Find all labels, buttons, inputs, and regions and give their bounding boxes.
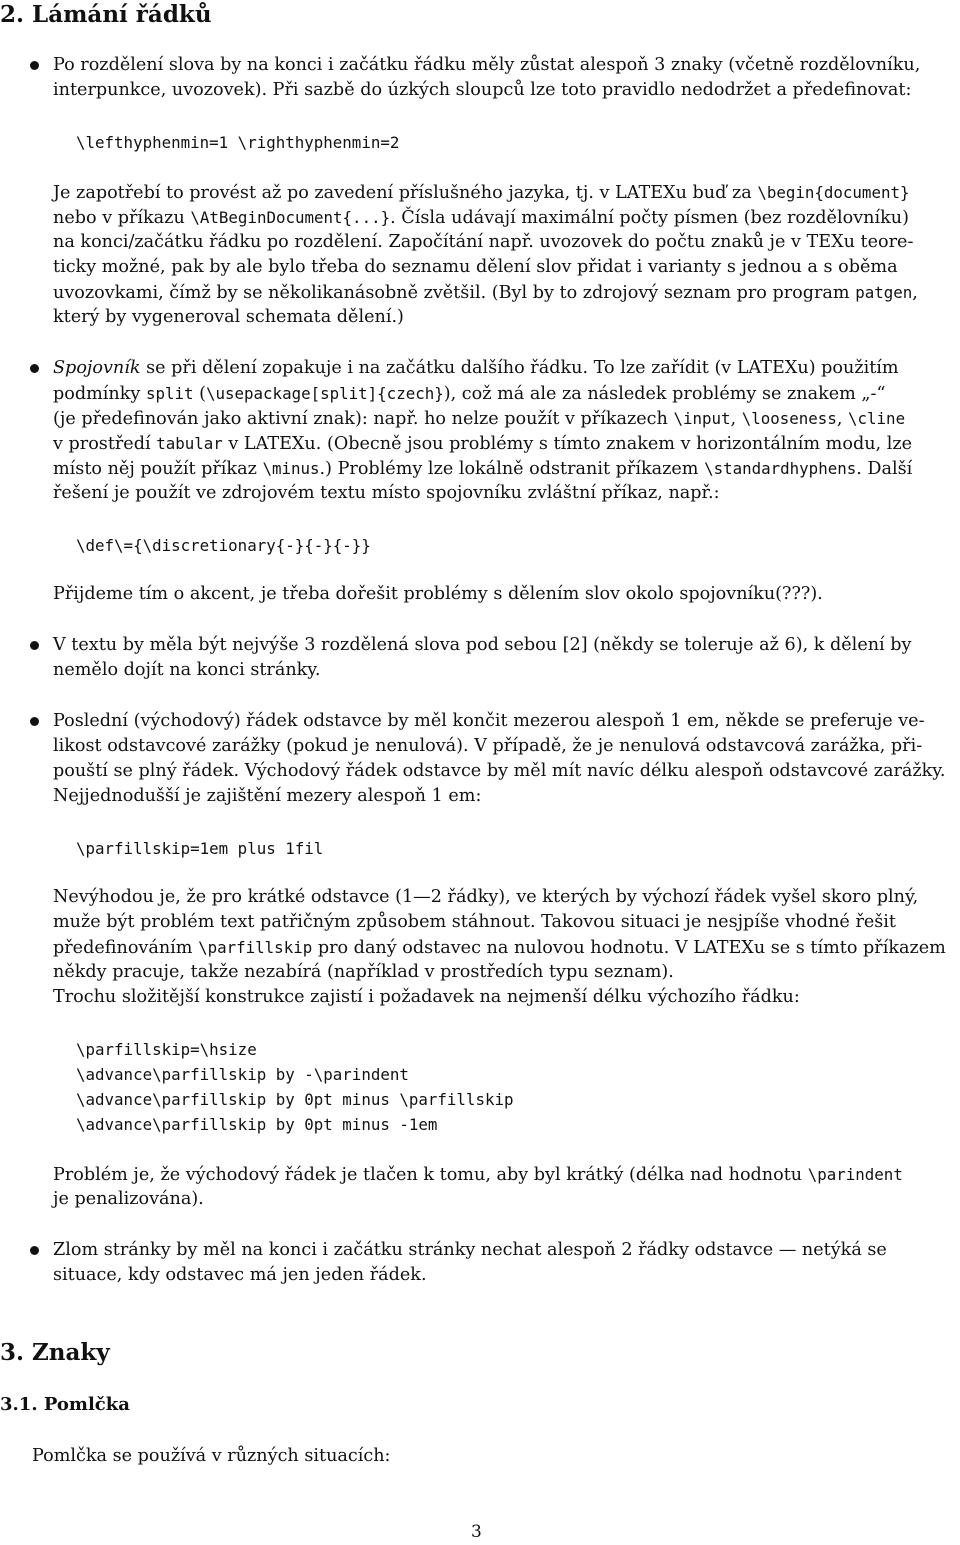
text-run: , (836, 409, 849, 429)
text-run: . Další (856, 459, 913, 479)
paragraph-line: Trochu složitější konstrukce zajistí i požadavek na nejmenší délku výchozího řádku: (53, 987, 800, 1007)
text-run: se při dělení zopakuje i na začátku dalšího řádku. To lze zařídit (v LATEXu) použitím (140, 358, 899, 378)
text-run: nebo v příkazu (53, 208, 191, 228)
inline-code: \usepackage[split]{czech} (205, 384, 444, 403)
text-run: v LATEXu. (Obecně jsou problémy s tímto znakem v horizontálním modu, lze (222, 434, 913, 454)
paragraph-line: je penalizována). (53, 1189, 204, 1209)
inline-code: patgen (855, 283, 913, 302)
inline-code: tabular (156, 434, 223, 453)
text-run: Je zapotřebí to provést až po zavedení příslušného jazyka, tj. v LATEXu buď za (53, 183, 758, 203)
text-run: , (912, 283, 918, 303)
inline-code: \parfillskip (198, 938, 313, 957)
paragraph-line: Přijdeme tím o akcent, je třeba dořešit problémy s dělením slov okolo spojovníku(???). (53, 584, 823, 604)
inline-code: \begin{document} (757, 183, 910, 202)
text-run: ), což má ale za následek problémy se znakem „-“ (443, 384, 886, 404)
text-run: podmínky (53, 384, 146, 404)
emphasis: Spojovník (53, 358, 141, 378)
page-number: 3 (471, 1522, 482, 1542)
text-run: místo něj použít příkaz (53, 459, 263, 479)
paragraph-line: Zlom stránky by měl na konci i začátku stránky nechat alespoň 2 řádky odstavce — netýká se (53, 1240, 887, 1260)
bullet-icon (30, 1246, 39, 1255)
paragraph-line: na konci/začátku řádku po rozdělení. Započítání např. uvozovek do počtu znaků je v TEXu teore- (53, 232, 914, 252)
paragraph-line (53, 356, 899, 381)
paragraph-line: muže být problém text patřičným způsobem stáhnout. Takovou situaci je nesjpíše vhodné řešit (53, 912, 896, 932)
paragraph-line: který by vygeneroval schemata dělení.) (53, 307, 404, 327)
inline-code: \parindent (807, 1165, 903, 1184)
code-line: \parfillskip=\hsize (76, 1040, 257, 1059)
paragraph-line (53, 1162, 903, 1188)
inline-code: \input (673, 409, 731, 428)
inline-code: split (145, 384, 194, 403)
paragraph-line: řešení je použít ve zdrojovém textu místo spojovníku zvláštní příkaz, např.: (53, 483, 720, 503)
paragraph-line: pouští se plný řádek. Východový řádek odstavce by měl mít navíc délku alespoň odstavcové zarážky. (53, 761, 946, 781)
text-run: v prostředí (53, 434, 157, 454)
paragraph-line: situace, kdy odstavec má jen jeden řádek. (53, 1265, 427, 1285)
inline-code: \AtBeginDocument{...} (190, 208, 391, 227)
bullet-icon (30, 364, 39, 373)
code-line: \advance\parfillskip by 0pt minus \parfillskip (76, 1090, 514, 1109)
inline-code: \cline (848, 409, 906, 428)
inline-code: \looseness (741, 409, 837, 428)
section-heading: 3. Znaky (0, 1339, 110, 1366)
paragraph-line (53, 180, 909, 206)
paragraph-line (53, 431, 912, 457)
text-run: .) Problémy lze lokálně odstranit příkazem (319, 459, 705, 479)
code-line: \def\={\discretionary{-}{-}{-}} (76, 536, 371, 555)
text-run: Problém je, že východový řádek je tlačen k tomu, aby byl krátký (délka nad hodnotu (53, 1165, 808, 1185)
paragraph-line (53, 406, 905, 432)
text-run: . Čísla udávají maximální počty písmen (bez rozdělovníku) (390, 208, 909, 228)
paragraph-line: Poslední (východový) řádek odstavce by měl končit mezerou alespoň 1 em, někde se preferuje ve- (53, 711, 925, 731)
text-run: , (730, 409, 742, 429)
paragraph-line (53, 205, 909, 231)
bullet-icon (30, 717, 39, 726)
bullet-icon (30, 641, 39, 650)
paragraph-line: V textu by měla být nejvýše 3 rozdělená slova pod sebou [2] (někdy se toleruje až 6), k dělení by (53, 635, 912, 655)
bullet-icon (30, 61, 39, 70)
paragraph-line: interpunkce, uvozovek). Při sazbě do úzkých sloupců lze toto pravidlo nedodržet a předefinovat: (53, 80, 912, 100)
paragraph-line: likost odstavcové zarážky (pokud je nenulová). V případě, že je nenulová odstavcová zarážka, při- (53, 736, 923, 756)
inline-code: \minus (262, 459, 320, 478)
text-run: předefinováním (53, 938, 199, 958)
paragraph-line: Nejjednodušší je zajištění mezery alespoň 1 em: (53, 786, 482, 806)
text-run: ( (193, 384, 206, 404)
paragraph-line (53, 280, 918, 306)
text-run: (je předefinován jako aktivní znak): např. ho nelze použít v příkazech (53, 409, 674, 429)
subsection-heading: 3.1. Pomlčka (0, 1394, 130, 1415)
paragraph-line: Po rozdělení slova by na konci i začátku řádku měly zůstat alespoň 3 znaky (včetně rozdělovníku, (53, 55, 921, 75)
paragraph-line (53, 381, 885, 407)
text-run: uvozovkami, čímž by se několikanásobně zvětšil. (Byl by to zdrojový seznam pro program (53, 283, 856, 303)
paragraph-line (53, 935, 946, 961)
paragraph-line: Nevýhodou je, že pro krátké odstavce (1—2 řádky), ve kterých by výchozí řádek vyšel skoro plný, (53, 887, 919, 907)
section-heading: 2. Lámání řádků (0, 1, 212, 28)
code-line: \lefthyphenmin=1 \righthyphenmin=2 (76, 133, 400, 152)
paragraph-line: ticky možné, pak by ale bylo třeba do seznamu dělení slov přidat i varianty s jednou a s oběma (53, 257, 898, 277)
text-run: pro daný odstavec na nulovou hodnotu. V LATEXu se s tímto příkazem (312, 938, 946, 958)
paragraph-line: někdy pracuje, takže nezabírá (například v prostředích typu seznam). (53, 962, 674, 982)
inline-code: \standardhyphens (704, 459, 857, 478)
paragraph-line: Pomlčka se používá v různých situacích: (32, 1446, 391, 1466)
code-line: \parfillskip=1em plus 1fil (76, 839, 324, 858)
code-line: \advance\parfillskip by -\parindent (76, 1065, 409, 1084)
code-line: \advance\parfillskip by 0pt minus -1em (76, 1115, 438, 1134)
paragraph-line (53, 456, 912, 482)
paragraph-line: nemělo dojít na konci stránky. (53, 660, 321, 680)
